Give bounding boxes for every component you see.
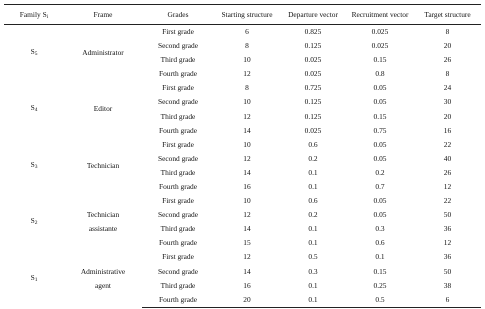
starting-structure-cell: 10	[243, 139, 251, 149]
target-structure-cell: 22	[443, 139, 452, 149]
header-grades: Grades	[142, 5, 214, 25]
departure-vector-cell: 0.025	[304, 55, 322, 65]
target-structure-cell: 22	[443, 196, 452, 206]
family-cell: $S_2$	[30, 216, 38, 227]
data-table	[4, 4, 481, 308]
table-row	[4, 25, 481, 40]
grade-cell: Fourth grade	[159, 181, 197, 191]
frame-label-line: Technician	[86, 210, 120, 220]
starting-structure-cell: 12	[243, 111, 251, 121]
departure-vector-cell: 0.5	[308, 252, 318, 262]
family-cell: $S_4$	[30, 103, 38, 114]
recruitment-vector-cell: 0.025	[371, 27, 389, 36]
grade-cell: First grade	[162, 27, 194, 36]
target-structure-cell: 30	[443, 97, 452, 107]
grade-cell: First grade	[162, 196, 194, 206]
target-structure-cell: 8	[445, 27, 450, 36]
grade-cell: First grade	[162, 139, 194, 149]
departure-vector-cell: 0.025	[304, 125, 322, 135]
header-starting-structure: Starting structure	[214, 5, 280, 25]
recruitment-vector-cell: 0.15	[373, 266, 387, 276]
recruitment-vector-cell: 0.05	[373, 83, 387, 93]
target-structure-cell: 36	[443, 224, 452, 234]
grade-cell: Third grade	[160, 167, 196, 177]
starting-structure-cell: 6	[245, 27, 249, 36]
target-structure-cell: 50	[443, 266, 452, 276]
grade-cell: Second grade	[157, 210, 199, 220]
target-structure-cell: 20	[443, 111, 452, 121]
table-body	[4, 25, 481, 308]
target-structure-cell: 6	[414, 293, 481, 308]
grade-cell: Third grade	[160, 280, 196, 290]
frame-label-line: Administrative	[80, 266, 126, 276]
departure-vector-cell: 0.025	[304, 69, 322, 79]
starting-structure-cell: 8	[245, 83, 249, 93]
grade-cell: Second grade	[157, 153, 199, 163]
grade-cell: Second grade	[157, 266, 199, 276]
frame-label-line: agent	[94, 280, 111, 290]
recruitment-vector-cell: 0.05	[373, 196, 387, 206]
recruitment-vector-cell: 0.05	[373, 139, 387, 149]
target-structure-cell: 36	[443, 252, 452, 262]
recruitment-vector-cell: 0.025	[371, 41, 389, 51]
grade-cell: Second grade	[157, 41, 199, 51]
recruitment-vector-cell: 0.05	[373, 97, 387, 107]
grade-cell: Second grade	[157, 97, 199, 107]
departure-vector-cell: 0.125	[304, 41, 322, 51]
departure-vector-cell: 0.125	[304, 111, 322, 121]
recruitment-vector-cell: 0.1	[375, 252, 385, 262]
recruitment-vector-cell: 0.05	[373, 210, 387, 220]
frame-label-line: Administrator	[82, 48, 124, 58]
starting-structure-cell: 12	[243, 69, 251, 79]
recruitment-vector-cell: 0.75	[373, 125, 387, 135]
departure-vector-cell: 0.1	[308, 224, 318, 234]
departure-vector-cell: 0.2	[308, 210, 318, 220]
grade-cell: Third grade	[160, 111, 196, 121]
starting-structure-cell: 16	[243, 181, 251, 191]
departure-vector-cell: 0.2	[308, 153, 318, 163]
frame-cell	[64, 25, 142, 82]
target-structure-cell: 16	[443, 125, 452, 135]
departure-vector-cell: 0.1	[280, 293, 346, 308]
family-cell: $S_3$	[30, 159, 38, 170]
frame-cell	[64, 194, 142, 250]
starting-structure-cell: 10	[243, 55, 251, 65]
frame-label-line: assistante	[88, 224, 118, 234]
starting-structure-cell: 12	[243, 210, 251, 220]
grade-cell: Fourth grade	[159, 238, 197, 248]
target-structure-cell: 24	[443, 83, 452, 93]
starting-structure-cell: 14	[243, 224, 251, 234]
starting-structure-cell: 12	[243, 252, 251, 262]
grade-cell: Fourth grade	[142, 293, 214, 308]
family-cell: $S_5$	[30, 47, 38, 58]
departure-vector-cell: 0.825	[304, 27, 322, 36]
target-structure-cell: 12	[443, 181, 452, 191]
grade-cell: First grade	[162, 83, 194, 93]
departure-vector-cell: 0.1	[308, 238, 318, 248]
starting-structure-cell: 14	[243, 266, 251, 276]
header-target-structure: Target structure	[414, 5, 481, 25]
starting-structure-cell: 12	[243, 153, 251, 163]
departure-vector-cell: 0.1	[308, 181, 318, 191]
departure-vector-cell: 0.1	[308, 167, 318, 177]
recruitment-vector-cell: 0.6	[375, 238, 385, 248]
starting-structure-cell: 16	[243, 280, 251, 290]
grade-cell: Fourth grade	[159, 69, 197, 79]
recruitment-vector-cell: 0.15	[373, 111, 387, 121]
header-row	[4, 5, 481, 25]
starting-structure-cell: 8	[245, 41, 249, 51]
table-row	[4, 81, 481, 95]
target-structure-cell: 50	[443, 210, 452, 220]
table-row	[4, 138, 481, 152]
starting-structure-cell: 14	[243, 167, 251, 177]
frame-cell	[64, 138, 142, 194]
recruitment-vector-cell: 0.15	[373, 55, 387, 65]
recruitment-vector-cell: 0.05	[373, 153, 387, 163]
family-cell: $S_1$	[30, 272, 38, 283]
starting-structure-cell: 10	[243, 196, 251, 206]
starting-structure-cell: 20	[214, 293, 280, 308]
recruitment-vector-cell: 0.3	[375, 224, 385, 234]
table-row	[4, 250, 481, 264]
departure-vector-cell: 0.6	[308, 139, 318, 149]
frame-cell	[64, 250, 142, 307]
departure-vector-cell: 0.125	[304, 97, 322, 107]
header-departure-vector: Departure vector	[280, 5, 346, 25]
starting-structure-cell: 14	[243, 125, 251, 135]
recruitment-vector-cell: 0.2	[375, 167, 385, 177]
grade-cell: Third grade	[160, 224, 196, 234]
target-structure-cell: 38	[443, 280, 452, 290]
target-structure-cell: 26	[443, 55, 452, 65]
departure-vector-cell: 0.6	[308, 196, 318, 206]
recruitment-vector-cell: 0.5	[346, 293, 414, 308]
recruitment-vector-cell: 0.25	[373, 280, 387, 290]
table-row	[4, 194, 481, 208]
target-structure-cell: 20	[443, 41, 452, 51]
starting-structure-cell: 10	[243, 97, 251, 107]
frame-label-line: Technician	[86, 160, 120, 170]
header-frame: Frame	[64, 5, 142, 25]
recruitment-vector-cell: 0.8	[375, 69, 385, 79]
starting-structure-cell: 15	[243, 238, 251, 248]
target-structure-cell: 26	[443, 167, 452, 177]
departure-vector-cell: 0.3	[308, 266, 318, 276]
header-family: Family $S_i$	[4, 5, 64, 25]
departure-vector-cell: 0.1	[308, 280, 318, 290]
grade-cell: Fourth grade	[159, 125, 197, 135]
target-structure-cell: 40	[443, 153, 452, 163]
grade-cell: Third grade	[160, 55, 196, 65]
table-header	[4, 5, 481, 25]
departure-vector-cell: 0.725	[304, 83, 322, 93]
frame-cell	[64, 81, 142, 137]
grade-cell: First grade	[162, 252, 194, 262]
frame-label-line: Editor	[93, 104, 113, 114]
recruitment-vector-cell: 0.7	[375, 181, 385, 191]
target-structure-cell: 12	[443, 238, 452, 248]
target-structure-cell: 8	[445, 69, 450, 79]
header-recruitment-vector: Recruitment vector	[346, 5, 414, 25]
